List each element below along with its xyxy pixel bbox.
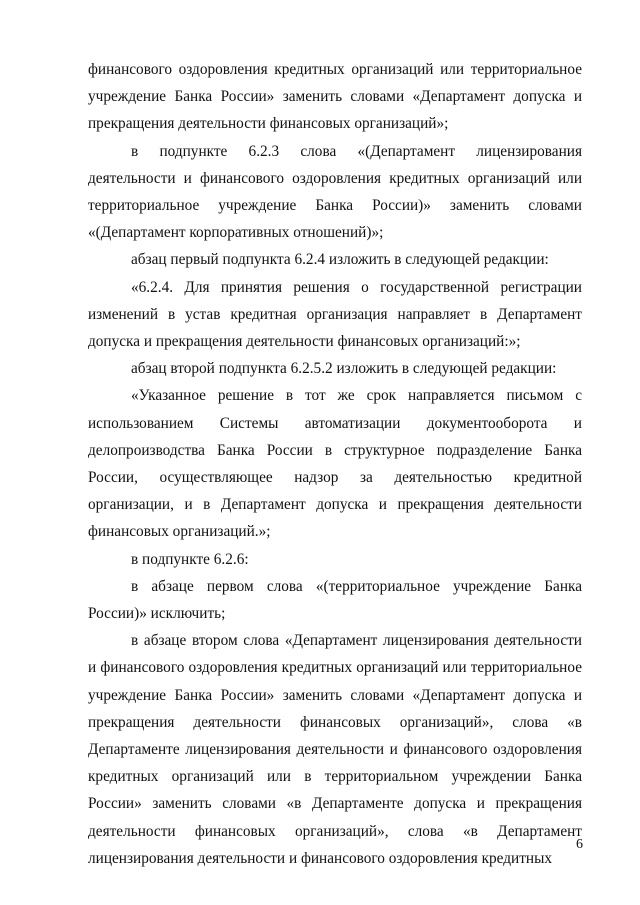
paragraph-text-6-2-5-2: «Указанное решение в тот же срок направляется письмом с использованием Системы автоматизации документооборота и делопроизводства Банка России в структурное подразделение Банка России, осуществляющее надзор за деятельностью кредитной организации, и в Департамент допуска и прекращения деятельности финансовых организаций.»; — [88, 387, 582, 541]
paragraph-6-2-6-first: в абзаце первом слова «(территориальное учреждение Банка России)» исключить; — [88, 577, 582, 623]
paragraph-subclause-6-2-3: в подпункте 6.2.3 слова «(Департамент лицензирования деятельности и финансового оздоровления кредитных организаций или территориальное учреждение Банка России)» заменить словами «(Департамент корпоративных отношений)»; — [88, 142, 582, 242]
paragraph-text-6-2-4: «6.2.4. Для принятия решения о государственной регистрации изменений в устав кредитная организация направляет в Департамент допуска и прекращения деятельности финансовых организаций:»; — [88, 278, 582, 351]
page-number: 6 — [576, 837, 583, 852]
paragraph-intro-6-2-4: абзац первый подпункта 6.2.4 изложить в следующей редакции: — [131, 251, 549, 269]
paragraph-6-2-6-second: в абзаце втором слова «Департамент лицензирования деятельности и финансового оздоровления кредитных организаций или территориальное учреждение Банка России» заменить словами «Департамент допуска и прекращения деятельности финансовых организаций», слова «в Департаменте лицензирования деятельности и финансового оздоровления кредитных организаций или в территориальном учреждении Банка России» заменить словами «в Департаменте допуска и прекращения деятельности финансовых организаций», слова «в Департамент лицензирования деятельности и финансового оздоровления кредитных — [88, 632, 582, 867]
paragraph-intro-6-2-5-2: абзац второй подпункта 6.2.5.2 изложить в следующей редакции: — [131, 360, 557, 378]
paragraph-continuation: финансового оздоровления кредитных организаций или территориальное учреждение Банка России» заменить словами «Департамент допуска и прекращения деятельности финансовых организаций»; — [88, 61, 582, 133]
document-page — [88, 56, 582, 872]
paragraph-subclause-6-2-6: в подпункте 6.2.6: — [131, 550, 249, 568]
